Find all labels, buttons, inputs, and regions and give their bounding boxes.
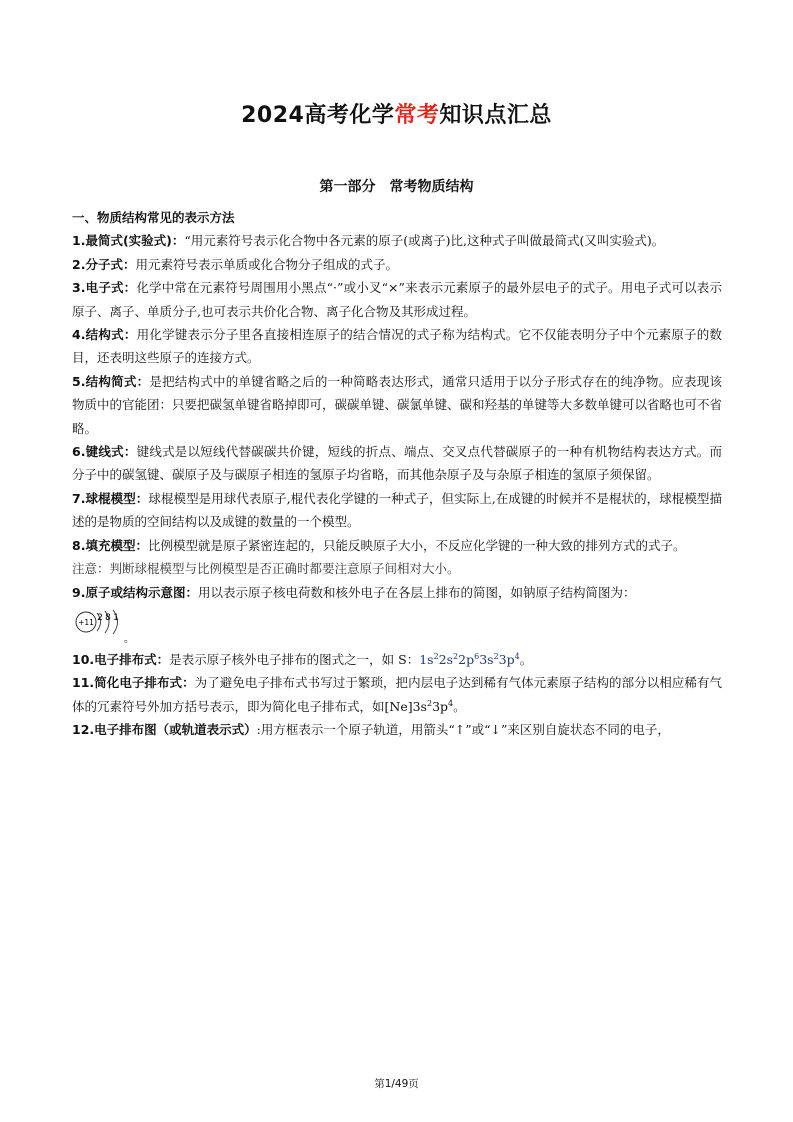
item-simplified-configuration bbox=[72, 671, 722, 718]
item-space-filling-model bbox=[72, 534, 722, 557]
nucleus-charge: +11 bbox=[78, 617, 94, 627]
document-title bbox=[0, 98, 793, 129]
item-text: 化学中常在元素符号周围用小黑点“·”或小叉“×”来表示元素原子的最外层电子的式子。用电子式可以表示原子、离子、单质分子,也可表示共价化合物、离子化合物及其形成过程。 bbox=[72, 280, 722, 319]
title-highlight: 常考 bbox=[394, 103, 440, 128]
item-term: 11.简化电子排布式： bbox=[72, 675, 195, 691]
orbital-count: 2 bbox=[426, 698, 433, 708]
item-term: 10.电子排布式： bbox=[72, 651, 170, 667]
orbital-count: 2 bbox=[453, 651, 459, 661]
item-text: “用元素符号表示化合物中各元素的原子(或离子)比,这种式子叫做最简式(又叫实验式)。 bbox=[184, 233, 665, 249]
part-title: 第一部分 常考物质结构 bbox=[319, 179, 474, 195]
item-term: 4.结构式： bbox=[72, 327, 137, 343]
item-term: 1.最简式(实验式)： bbox=[72, 233, 185, 249]
orbital: 1s bbox=[419, 651, 434, 667]
orbital: 3p bbox=[432, 698, 449, 714]
orbital-count: 2 bbox=[433, 651, 439, 661]
item-structure-diagram bbox=[72, 581, 722, 604]
item-end: 。 bbox=[453, 698, 466, 714]
item-text: 比例模型就是原子紧密连起的，只能反映原子大小，不反应化学键的一种大致的排列方式的式子。 bbox=[147, 537, 686, 553]
item-electron-formula bbox=[72, 276, 722, 323]
orbital-count: 4 bbox=[514, 651, 520, 661]
item-orbital-diagram bbox=[72, 718, 722, 741]
item-text: 键线式是以短线代替碳碳共价键，短线的折点、端点、交叉点代替碳原子的一种有机物结构表达方式。而分子中的碳氢键、碳原子及与碳原子相连的氢原子均省略，而其他杂原子及与杂原子相连的氢原子须保留。 bbox=[72, 444, 722, 483]
shell-electrons-3: 1 bbox=[113, 612, 119, 623]
sulfur-configuration bbox=[419, 652, 520, 667]
item-term: 3.电子式： bbox=[72, 280, 137, 296]
document-body bbox=[72, 206, 722, 742]
item-text: :用方框表示一个原子轨道，用箭头“↑”或“↓”来区别自旋状态不同的电子， bbox=[256, 722, 670, 738]
item-molecular-formula bbox=[72, 253, 722, 276]
item-text: 用化学键表示分子里各直接相连原子的结合情况的式子称为结构式。它不仅能表明分子中个元素原子的数目，还表明这些原子的连接方式。 bbox=[72, 327, 722, 366]
item-text: 用元素符号表示单质或化合物分子组成的式子。 bbox=[135, 256, 398, 272]
item-text: 球棍模型是用球代表原子,棍代表化学键的一种式子，但实际上,在成键的时候并不是棍状的，球棍模型描述的是物质的空间结构以及成键的数量的一个模型。 bbox=[72, 490, 723, 530]
atom-structure-figure bbox=[72, 608, 144, 644]
orbital-count: 4 bbox=[448, 698, 454, 708]
diagram-period: 。 bbox=[124, 633, 134, 644]
item-term: 7.球棍模型： bbox=[72, 490, 149, 506]
item-structural-formula bbox=[72, 323, 722, 370]
title-suffix: 知识点汇总 bbox=[439, 103, 552, 128]
orbital: 2s bbox=[438, 651, 454, 667]
item-term: 12.电子排布图（或轨道表示式） bbox=[72, 722, 257, 738]
item-term: 6.键线式： bbox=[72, 444, 137, 460]
note: 注意：判断球棍模型与比例模型是否正确时都要注意原子间相对大小。 bbox=[72, 561, 460, 577]
title-prefix: 2024高考化学 bbox=[241, 103, 395, 128]
shell-electrons-1: 2 bbox=[97, 612, 103, 623]
item-skeletal-formula bbox=[72, 440, 722, 487]
orbital: 2p bbox=[458, 651, 475, 667]
item-condensed-formula bbox=[72, 370, 722, 440]
orbital: 3s bbox=[479, 651, 494, 667]
orbital-count: 2 bbox=[493, 651, 499, 661]
page-footer: 第1/49页 bbox=[374, 1078, 419, 1090]
item-text: 是把结构式中的单键省略之后的一种简略表达形式，通常只适用于以分子形式存在的纯净物。应表现该物质中的官能团：只要把碳氢单键省略掉即可，碳碳单键、碳氯单键、碳和羟基的单键等大多数单键可以省略也可不省略。 bbox=[72, 373, 723, 436]
sodium-atom-diagram bbox=[72, 604, 722, 648]
item-text: 是表示原子核外电子排布的图式之一，如 S： bbox=[169, 651, 420, 667]
section-heading: 一、物质结构常见的表示方法 bbox=[72, 210, 235, 225]
item-empirical-formula bbox=[72, 229, 722, 252]
item-term: 5.结构简式： bbox=[72, 373, 150, 389]
item-ball-stick-model bbox=[72, 487, 722, 534]
orbital: 3p bbox=[498, 651, 515, 667]
orbital: [Ne]3s bbox=[384, 698, 427, 714]
shell-electrons-2: 8 bbox=[105, 612, 111, 623]
item-term: 9.原子或结构示意图： bbox=[72, 584, 198, 600]
item-text: 为了避免电子排布式书写过于繁琐，把内层电子达到稀有气体元素原子结构的部分以相应稀有气体的冗素符号外加方括号表示，即为简化电子排布式，如 bbox=[72, 675, 722, 714]
item-text: 用以表示原子核电荷数和核外电子在各层上排布的简图，如钠原子结构简图为： bbox=[197, 584, 636, 600]
item-term: 8.填充模型： bbox=[72, 537, 148, 553]
item-electron-configuration bbox=[72, 648, 722, 671]
item-end: 。 bbox=[519, 651, 533, 667]
item-term: 2.分子式： bbox=[72, 256, 136, 272]
orbital-count: 6 bbox=[474, 651, 480, 661]
simplified-configuration bbox=[385, 699, 454, 714]
